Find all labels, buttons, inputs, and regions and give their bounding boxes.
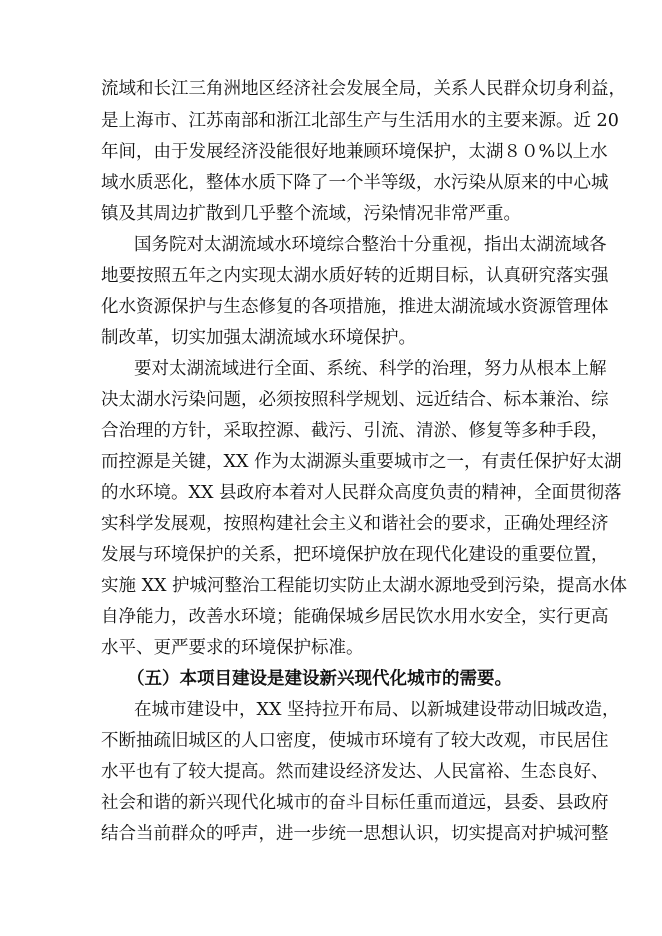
paragraph-line: 镇及其周边扩散到几乎整个流域，污染情况非常严重。 <box>101 204 521 224</box>
paragraph-line: 是上海市、江苏南部和浙江北部生产与生活用水的主要来源。近 20 <box>101 111 619 131</box>
paragraph-line: 社会和谐的新兴现代化城市的奋斗目标任重而道远，县委、县政府 <box>101 793 609 813</box>
paragraph-line: 制改革，切实加强太湖流域水环境保护。 <box>101 328 416 348</box>
paragraph-line: 水平、更严要求的环境保护标准。 <box>101 638 364 658</box>
section-heading: （五）本项目建设是建设新兴现代化城市的需要。 <box>127 669 512 689</box>
paragraph-line: 结合当前群众的呼声，进一步统一思想认识，切实提高对护城河整 <box>101 824 609 844</box>
paragraph-line: 决太湖水污染问题，必须按照科学规划、远近结合、标本兼治、综 <box>101 390 609 410</box>
paragraph-line: 在城市建设中，XX 坚持拉开布局、以新城建设带动旧城改造， <box>134 700 620 720</box>
paragraph-line: 水平也有了较大提高。然而建设经济发达、人民富裕、生态良好、 <box>101 762 609 782</box>
paragraph-line: 自净能力，改善水环境；能确保城乡居民饮水用水安全，实行更高 <box>101 607 609 627</box>
paragraph-line: 实科学发展观，按照构建社会主义和谐社会的要求，正确处理经济 <box>101 514 609 534</box>
paragraph-line: 的水环境。XX 县政府本着对人民群众高度负责的精神，全面贯彻落 <box>101 483 622 503</box>
paragraph-line: 而控源是关键，XX 作为太湖源头重要城市之一，有责任保护好太湖 <box>101 452 622 472</box>
paragraph-line: 实施 XX 护城河整治工程能切实防止太湖水源地受到污染，提高水体 <box>101 576 628 596</box>
paragraph-line: 年间，由于发展经济没能很好地兼顾环境保护，太湖８０%以上水 <box>101 142 608 162</box>
paragraph-line: 合治理的方针，采取控源、截污、引流、清淤、修复等多种手段， <box>101 421 609 441</box>
paragraph-line: 要对太湖流域进行全面、系统、科学的治理，努力从根本上解 <box>134 359 607 379</box>
paragraph-line: 化水资源保护与生态修复的各项措施，推进太湖流域水资源管理体 <box>101 297 609 317</box>
paragraph-line: 发展与环境保护的关系，把环境保护放在现代化建设的重要位置， <box>101 545 609 565</box>
paragraph-line: 地要按照五年之内实现太湖水质好转的近期目标，认真研究落实强 <box>101 266 609 286</box>
paragraph-line: 不断抽疏旧城区的人口密度，使城市环境有了较大改观，市民居住 <box>101 731 609 751</box>
paragraph-line: 域水质恶化，整体水质下降了一个半等级，水污染从原来的中心城 <box>101 173 609 193</box>
paragraph-line: 流域和长江三角洲地区经济社会发展全局，关系人民群众切身利益， <box>101 79 626 99</box>
paragraph-line: 国务院对太湖流域水环境综合整治十分重视，指出太湖流域各 <box>134 235 607 255</box>
